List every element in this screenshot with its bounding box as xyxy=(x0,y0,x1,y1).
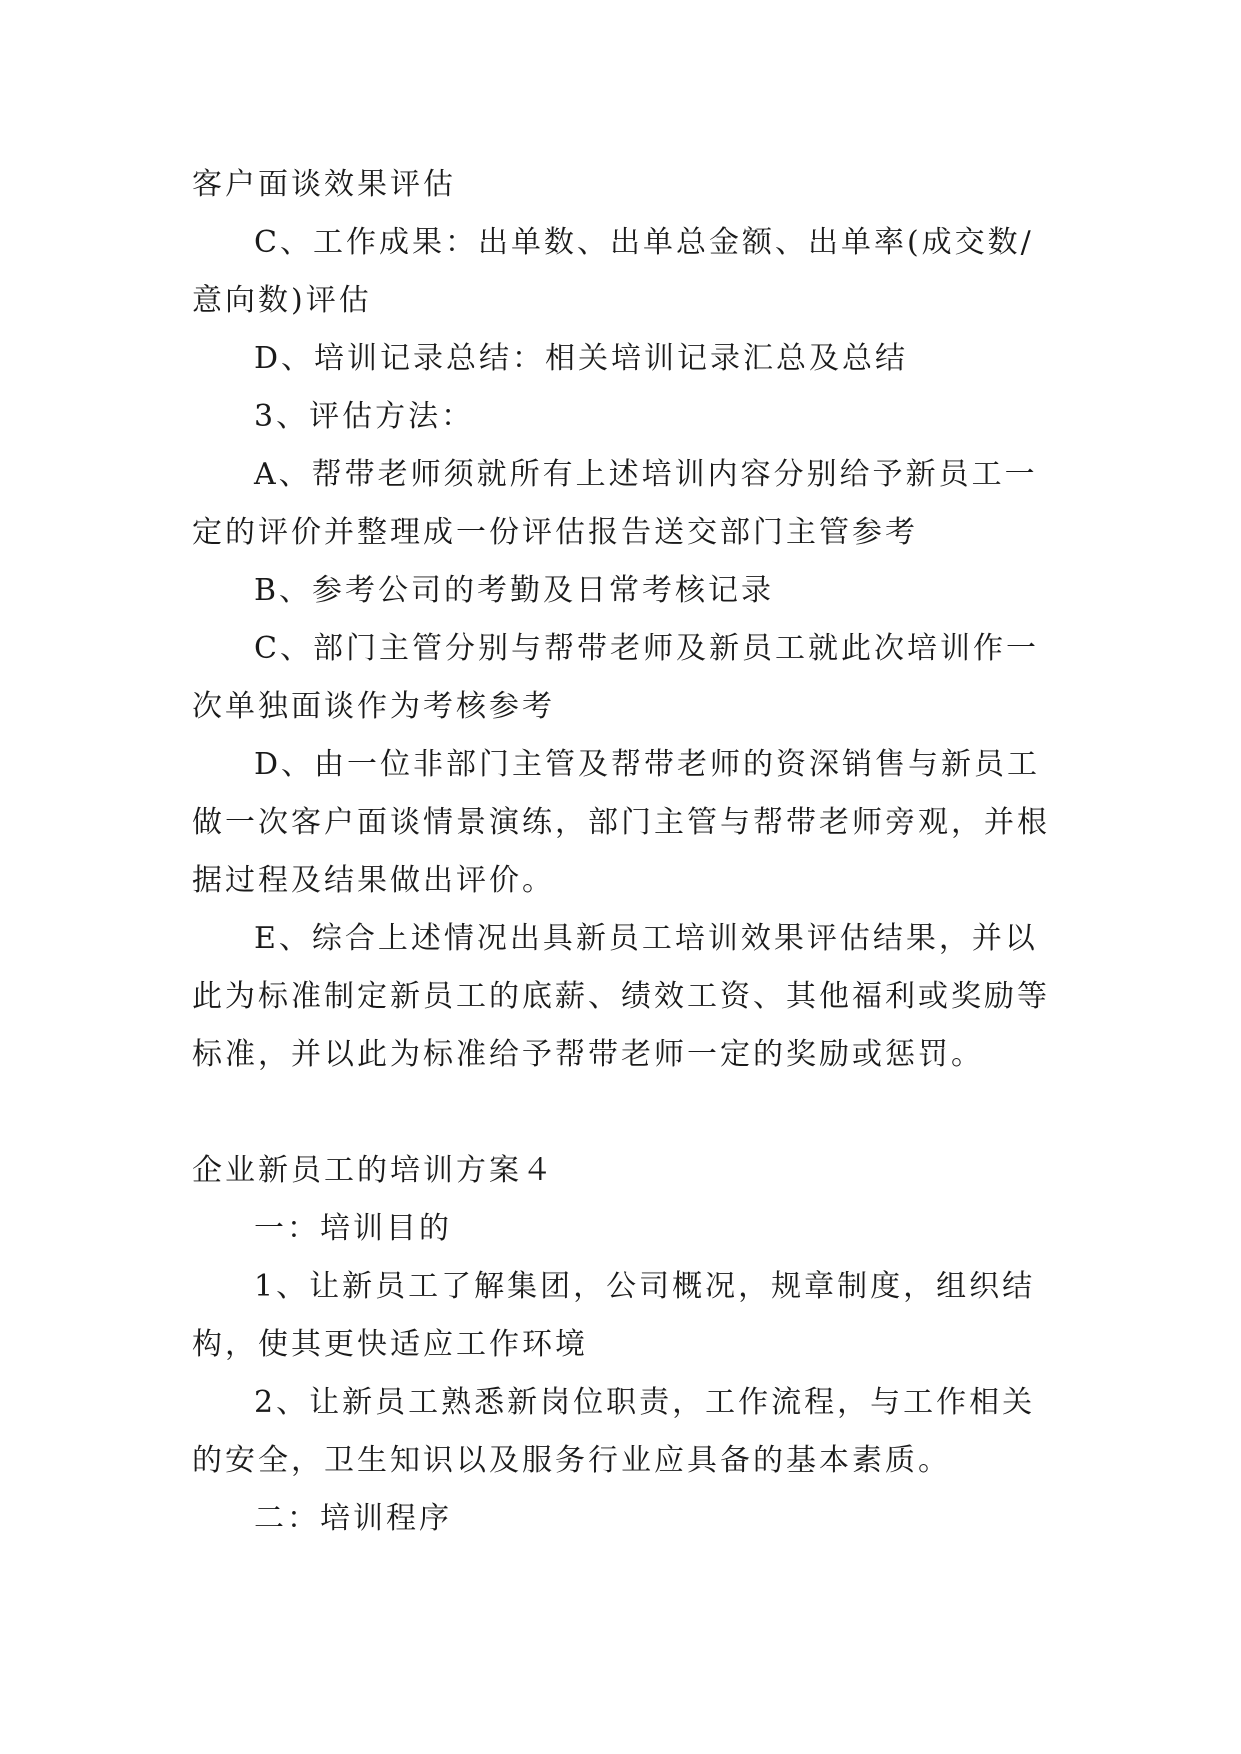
paragraph-training-purpose-heading: 一：培训目的 xyxy=(254,1211,452,1246)
paragraph-purpose-2: 2、让新员工熟悉新岗位职责，工作流程，与工作相关的安全，卫生知识以及服务行业应具备的基本素质。 xyxy=(192,1385,1036,1478)
document-body xyxy=(192,156,1052,1548)
paragraph-evaluation-method-heading: 3、评估方法： xyxy=(254,399,475,434)
paragraph-training-record: D、培训记录总结：相关培训记录汇总及总结 xyxy=(254,341,909,376)
paragraph-method-b: B、参考公司的考勤及日常考核记录 xyxy=(254,573,775,608)
section-title: 企业新员工的培训方案４ xyxy=(192,1153,555,1188)
paragraph-method-e: E、综合上述情况出具新员工培训效果评估结果，并以此为标准制定新员工的底薪、绩效工资、其他福利或奖励等标准，并以此为标准给予帮带老师一定的奖励或惩罚。 xyxy=(192,921,1050,1072)
paragraph-work-results: C、工作成果：出单数、出单总金额、出单率(成交数/意向数)评估 xyxy=(192,225,1034,318)
section-spacer xyxy=(192,1084,1052,1142)
paragraph-method-d: D、由一位非部门主管及帮带老师的资深销售与新员工做一次客户面谈情景演练，部门主管与帮带老师旁观，并根据过程及结果做出评价。 xyxy=(192,747,1050,898)
paragraph-purpose-1: 1、让新员工了解集团，公司概况，规章制度，组织结构，使其更快适应工作环境 xyxy=(192,1269,1036,1362)
paragraph-method-a: A、帮带老师须就所有上述培训内容分别给予新员工一定的评价并整理成一份评估报告送交部门主管参考 xyxy=(192,457,1038,550)
paragraph-method-c: C、部门主管分别与帮带老师及新员工就此次培训作一次单独面谈作为考核参考 xyxy=(192,631,1039,724)
paragraph-continuation: 客户面谈效果评估 xyxy=(192,167,456,202)
paragraph-training-procedure-heading: 二：培训程序 xyxy=(254,1501,452,1536)
